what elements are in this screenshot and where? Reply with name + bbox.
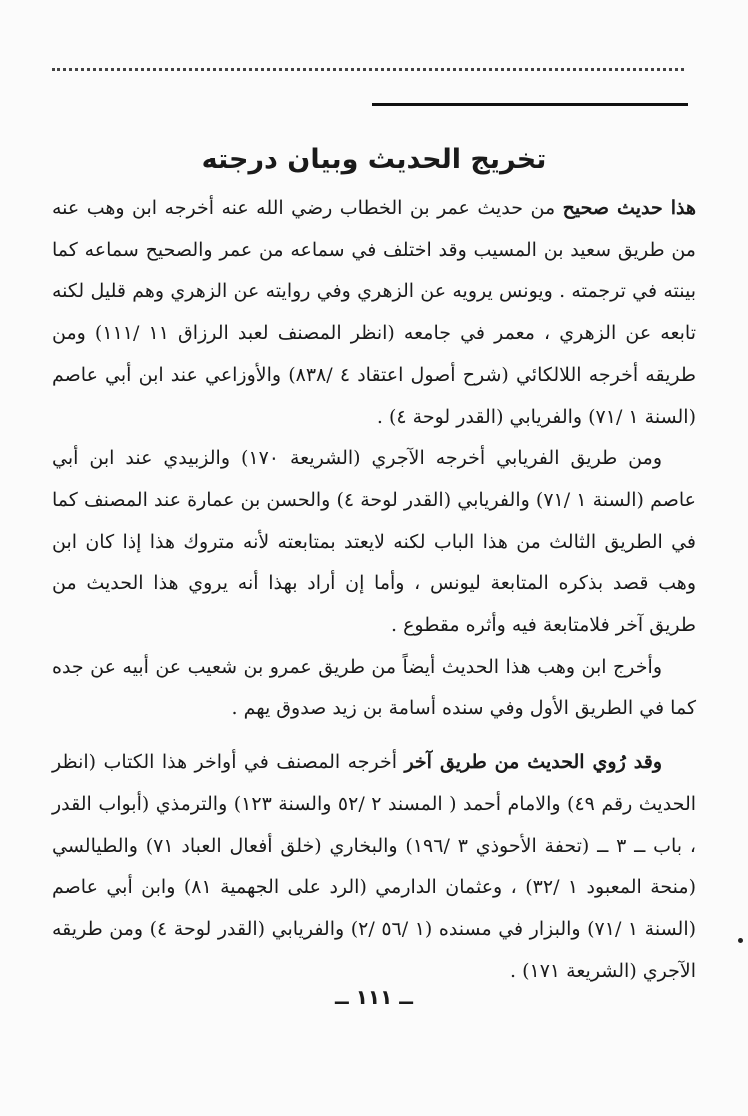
paragraph-1-lead: هذا حديث صحيح: [562, 197, 697, 219]
page-number: ــ ١١١ ــ: [335, 985, 413, 1009]
dotted-separator: [52, 68, 684, 71]
body-text: [52, 188, 696, 992]
paragraph-1-text: من حديث عمر بن الخطاب رضي الله عنه أخرجه ابن وهب عنه من طريق سعيد بن المسيب وقد اختلف في سماعه من عمر والصحيح سماعه كما بينته في ترجمته . ويونس يرويه عن الزهري وفي روايته عن الزهري وهم قليل لكنه تابعه عن الزهري ، معمر في جامعه (انظر المصنف لعبد الرزاق ١١ /١١١) ومن طريقه أخرجه اللالكائي (شرح أصول اعتقاد ٤ /٨٣٨) والأوزاعي عند ابن أبي عاصم (السنة ١ /٧١) والفريابي (القدر لوحة ٤) .: [52, 197, 696, 428]
section-heading: تخريج الحديث وبيان درجته: [201, 144, 547, 175]
margin-dot: [738, 938, 743, 943]
section-rule: [372, 103, 688, 106]
paragraph-4-lead: وقد رُوي الحديث من طريق آخر: [404, 751, 662, 774]
paragraph-4-text: أخرجه المصنف في أواخر هذا الكتاب (انظر الحديث رقم ٤٩) والامام أحمد ( المسند ٢ /٥٢ والسنة ١٢٣) والترمذي (أبواب القدر ، باب ــ ٣ ــ (تحفة الأحوذي ٣ /١٩٦) والبخاري (خلق أفعال العباد ٧١) والطيالسي (منحة المعبود ١ /٣٢) ، وعثمان الدارمي (الرد على الجهمية ٨١) وابن أبي عاصم (السنة ١ /٧١) والبزار في مسنده (١ /٥٦ /٢) والفريابي (القدر لوحة ٤) ومن طريقه الآجري (الشريعة ١٧١) .: [52, 751, 697, 982]
paragraph-2: ومن طريق الفريابي أخرجه الآجري (الشريعة ١٧٠) والزبيدي عند ابن أبي عاصم (السنة ١ /٧١) والفريابي (القدر لوحة ٤) والحسن بن عمارة عند المصنف كما في الطريق الثالث من هذا الباب لكنه لايعتد بمتابعته لأنه متروك هذا إذا كان ابن وهب قصد بذكره المتابعة ليونس ، وأما إن أراد بهذا أنه يروي هذا الحديث من طريق آخر فلامتابعة فيه وأثره مقطوع .: [52, 447, 697, 637]
paragraph-3: وأخرج ابن وهب هذا الحديث أيضاً من طريق عمرو بن شعيب عن أبيه عن جده كما في الطريق الأول وفي سنده أسامة بن زيد صدوق يهم .: [52, 655, 696, 720]
paragraph-4: [52, 742, 696, 992]
paragraph-1: [52, 188, 696, 438]
